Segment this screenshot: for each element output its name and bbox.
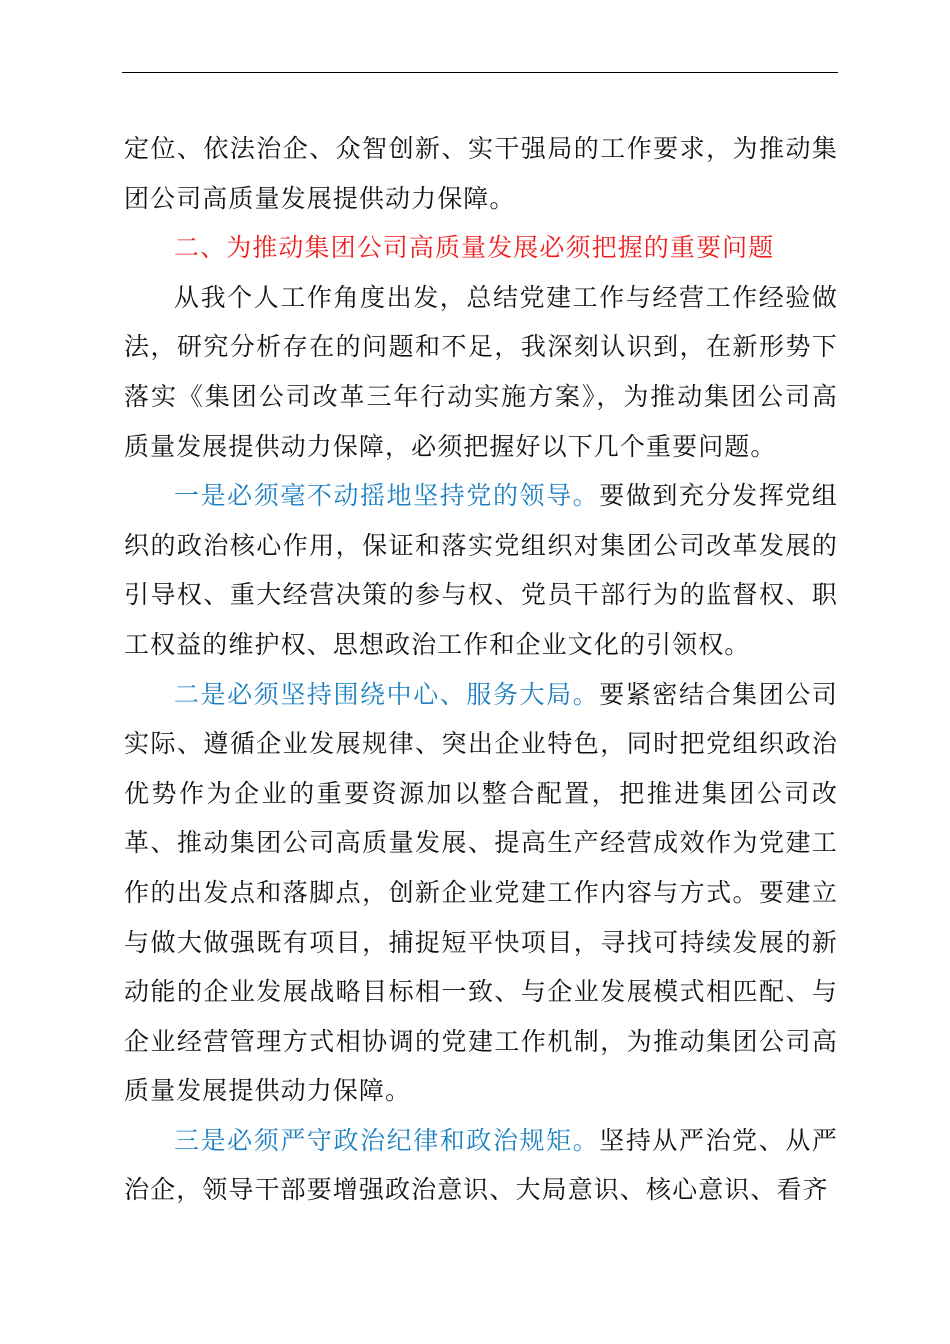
paragraph-text: 坚持从严治党、从严治企，领导干部要增强政治意识、大局意识、核心意识、看齐 — [124, 1125, 838, 1205]
section-heading-text: 二、为推动集团公司高质量发展必须把握的重要问题 — [174, 233, 775, 263]
paragraph-text: 要紧密结合集团公司实际、遵循企业发展规律、突出企业特色，同时把党组织政治优势作为企业的重要资源加以整合配置，把推进集团公司改革、推动集团公司高质量发展、提高生产经营成效作为党建工作的出发点和落脚点，创新企业党建工作内容与方式。要建立与做大做强既有项目，捕捉短平快项目，寻找可持续发展的新动能的企业发展战略目标相一致、与企业发展模式相匹配、与企业经营管理方式相协调的党建工作机制，为推动集团公司高质量发展提供动力保障。 — [124, 679, 838, 1106]
paragraph-intro — [124, 273, 838, 471]
paragraph-lead: 二是必须坚持围绕中心、服务大局。 — [174, 679, 600, 709]
section-heading — [124, 223, 838, 273]
paragraph-text: 定位、依法治企、众智创新、实干强局的工作要求，为推动集团公司高质量发展提供动力保障。 — [124, 134, 838, 213]
paragraph-point-3 — [124, 1116, 838, 1215]
paragraph-point-2 — [124, 670, 838, 1116]
document-body — [124, 124, 838, 1215]
paragraph-lead: 三是必须严守政治纪律和政治规矩。 — [174, 1125, 600, 1155]
paragraph-lead: 一是必须毫不动摇地坚持党的领导。 — [174, 481, 600, 511]
paragraph-text: 要做到充分发挥党组织的政治核心作用，保证和落实党组织对集团公司改革发展的引导权、重大经营决策的参与权、党员干部行为的监督权、职工权益的维护权、思想政治工作和企业文化的引领权。 — [124, 481, 838, 659]
header-rule — [122, 72, 838, 73]
paragraph-text: 从我个人工作角度出发，总结党建工作与经营工作经验做法，研究分析存在的问题和不足，我深刻认识到，在新形势下落实《集团公司改革三年行动实施方案》，为推动集团公司高质量发展提供动力保障，必须把握好以下几个重要问题。 — [124, 282, 838, 461]
paragraph-point-1 — [124, 471, 838, 669]
paragraph-continuation — [124, 124, 838, 223]
